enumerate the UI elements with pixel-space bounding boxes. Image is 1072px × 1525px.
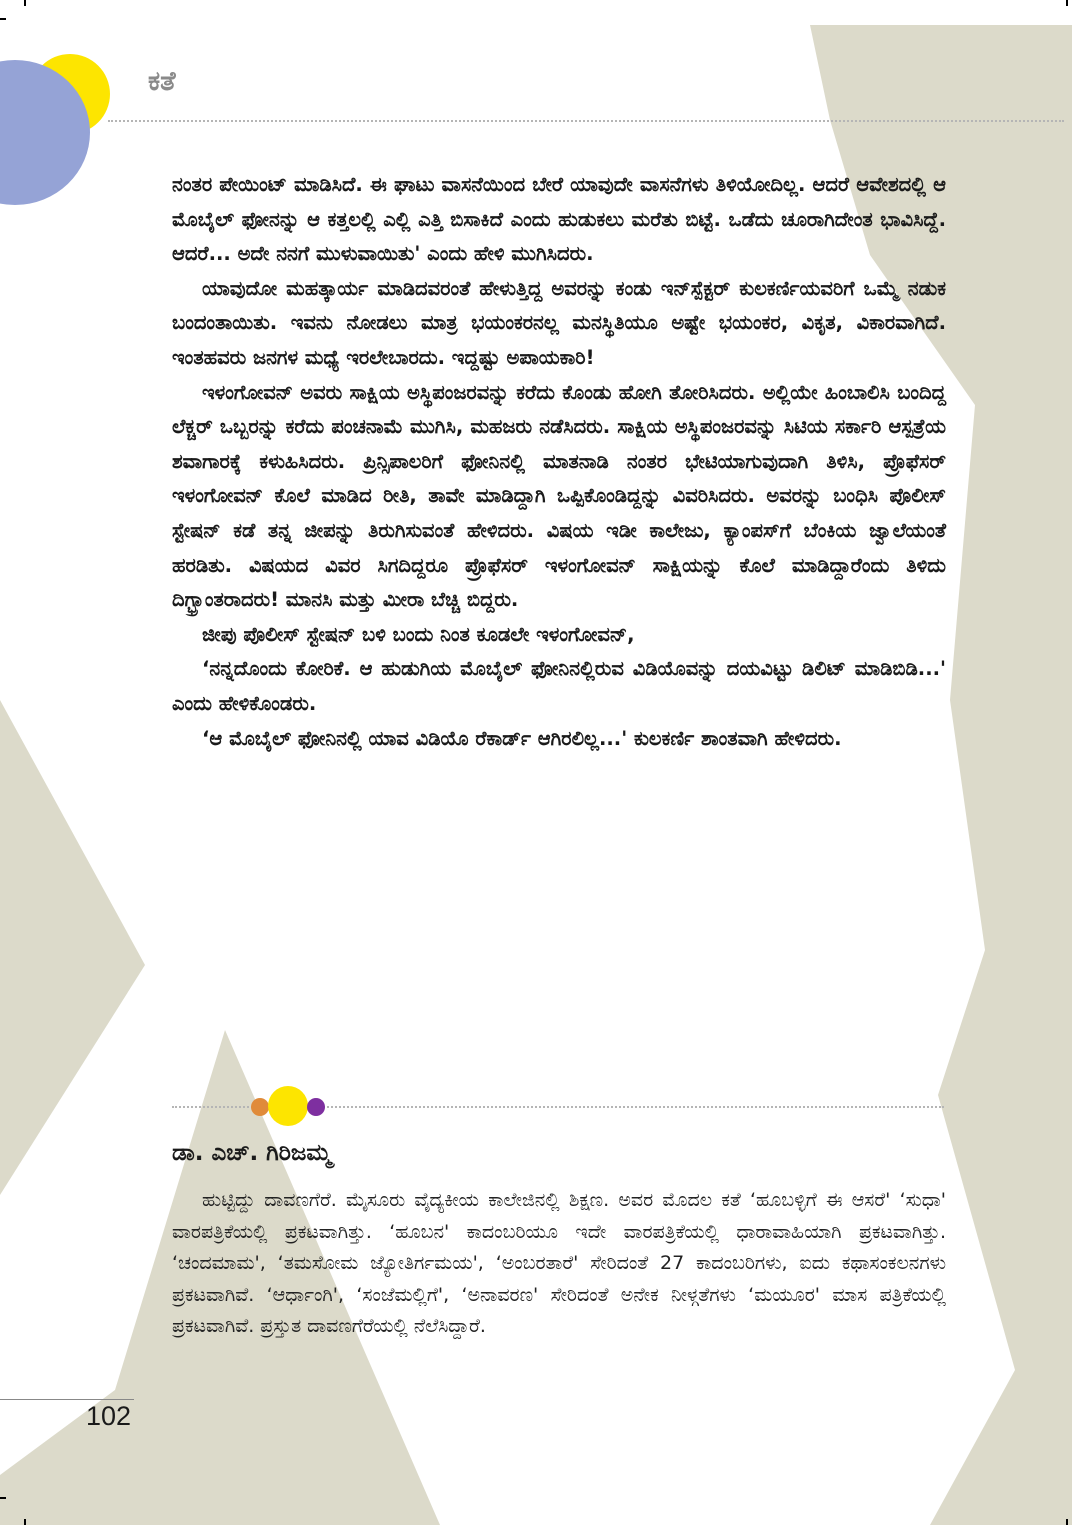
crop-mark	[24, 0, 26, 6]
left-background-shape	[0, 700, 145, 1195]
story-paragraph: ಯಾವುದೋ ಮಹತ್ಕಾರ್ಯ ಮಾಡಿದವರಂತೆ ಹೇಳುತ್ತಿದ್ದ ಅವರನ್ನು ಕಂಡು ಇನ್‌ಸ್ಪೆಕ್ಟರ್ ಕುಲಕರ್ಣಿಯವರಿಗೆ ಒಮ್ಮೆ ನಡುಕ ಬಂದಂತಾಯಿತು. ಇವನು ನೋಡಲು ಮಾತ್ರ ಭಯಂಕರನಲ್ಲ ಮನಸ್ಥಿತಿಯೂ ಅಷ್ಟೇ ಭಯಂಕರ, ವಿಕೃತ, ವಿಕಾರವಾಗಿದೆ. ಇಂತಹವರು ಜನಗಳ ಮಧ್ಯೆ ಇರಲೇಬಾರದು. ಇದ್ದಷ್ಟು ಅಪಾಯಕಾರಿ!	[172, 276, 946, 369]
page-number: 102	[86, 1401, 132, 1431]
page-number-rule	[0, 1399, 134, 1400]
divider-purple-dot	[307, 1098, 325, 1116]
section-title: ಕತೆ	[148, 66, 176, 97]
story-body	[172, 168, 946, 756]
header-dotted-divider	[108, 120, 1064, 122]
divider-yellow-dot	[268, 1086, 308, 1126]
author-name: ಡಾ. ಎಚ್. ಗಿರಿಜಮ್ಮ	[172, 1140, 332, 1166]
divider-orange-dot	[251, 1098, 269, 1116]
crop-mark	[1066, 0, 1068, 6]
story-paragraph: ‘ಆ ಮೊಬೈಲ್ ಫೋನಿನಲ್ಲಿ ಯಾವ ವಿಡಿಯೊ ರೆಕಾರ್ಡ್ ಆಗಿರಲಿಲ್ಲ...' ಕುಲಕರ್ಣಿ ಶಾಂತವಾಗಿ ಹೇಳಿದರು.	[202, 726, 842, 750]
story-paragraph: ‘ನನ್ನದೊಂದು ಕೋರಿಕೆ. ಆ ಹುಡುಗಿಯ ಮೊಬೈಲ್ ಫೋನಿನಲ್ಲಿರುವ ವಿಡಿಯೊವನ್ನು ದಯವಿಟ್ಟು ಡಿಲಿಟ್ ಮಾಡಿಬಿಡಿ...' ಎಂದು ಹೇಳಿಕೊಂಡರು.	[172, 657, 946, 715]
author-bio: ಹುಟ್ಟಿದ್ದು ದಾವಣಗೆರೆ. ಮೈಸೂರು ವೈದ್ಯಕೀಯ ಕಾಲೇಜಿನಲ್ಲಿ ಶಿಕ್ಷಣ. ಅವರ ಮೊದಲ ಕತೆ ‘ಹೂಬಳ್ಳಿಗೆ ಈ ಆಸರೆ' ‘ಸುಧಾ' ವಾರಪತ್ರಿಕೆಯಲ್ಲಿ ಪ್ರಕಟವಾಗಿತ್ತು. ‘ಹೂಬನ' ಕಾದಂಬರಿಯೂ ಇದೇ ವಾರಪತ್ರಿಕೆಯಲ್ಲಿ ಧಾರಾವಾಹಿಯಾಗಿ ಪ್ರಕಟವಾಗಿತ್ತು. ‘ಚಂದಮಾಮ', ‘ತಮಸೋಮ ಜ್ಯೋತಿರ್ಗಮಯ', ‘ಅಂಬರತಾರೆ' ಸೇರಿದಂತೆ 27 ಕಾದಂಬರಿಗಳು, ಐದು ಕಥಾಸಂಕಲನಗಳು ಪ್ರಕಟವಾಗಿವೆ. ‘ಆರ್ಧಾಂಗಿ', ‘ಸಂಜೆಮಲ್ಲಿಗೆ', ‘ಅನಾವರಣ' ಸೇರಿದಂತೆ ಅನೇಕ ನೀಳ್ಗತೆಗಳು ‘ಮಯೂರ' ಮಾಸ ಪತ್ರಿಕೆಯಲ್ಲಿ ಪ್ರಕಟವಾಗಿವೆ. ಪ್ರಸ್ತುತ ದಾವಣಗೆರೆಯಲ್ಲಿ ನೆಲೆಸಿದ್ದಾರೆ.	[172, 1189, 946, 1338]
crop-mark	[0, 1497, 6, 1499]
crop-mark	[24, 1519, 26, 1525]
story-paragraph: ಇಳಂಗೋವನ್ ಅವರು ಸಾಕ್ಷಿಯ ಅಸ್ಥಿಪಂಜರವನ್ನು ಕರೆದು ಕೊಂಡು ಹೋಗಿ ತೋರಿಸಿದರು. ಅಲ್ಲಿಯೇ ಹಿಂಬಾಲಿಸಿ ಬಂದಿದ್ದ ಲೆಕ್ಚರ್ ಒಬ್ಬರನ್ನು ಕರೆದು ಪಂಚನಾಮೆ ಮುಗಿಸಿ, ಮಹಜರು ನಡೆಸಿದರು. ಸಾಕ್ಷಿಯ ಅಸ್ಥಿಪಂಜರವನ್ನು ಸಿಟಿಯ ಸರ್ಕಾರಿ ಆಸ್ಪತ್ರೆಯ ಶವಾಗಾರಕ್ಕೆ ಕಳುಹಿಸಿದರು. ಪ್ರಿನ್ಸಿಪಾಲರಿಗೆ ಫೋನಿನಲ್ಲಿ ಮಾತನಾಡಿ ನಂತರ ಭೇಟಿಯಾಗುವುದಾಗಿ ತಿಳಿಸಿ, ಪ್ರೊಫೆಸರ್ ಇಳಂಗೋವನ್ ಕೊಲೆ ಮಾಡಿದ ರೀತಿ, ತಾವೇ ಮಾಡಿದ್ದಾಗಿ ಒಪ್ಪಿಕೊಂಡಿದ್ದನ್ನು ವಿವರಿಸಿದರು. ಅವರನ್ನು ಬಂಧಿಸಿ ಪೊಲೀಸ್ ಸ್ಟೇಷನ್ ಕಡೆ ತನ್ನ ಜೀಪನ್ನು ತಿರುಗಿಸುವಂತೆ ಹೇಳಿದರು. ವಿಷಯ ಇಡೀ ಕಾಲೇಜು, ಕ್ಯಾಂಪಸ್‌ಗೆ ಬೆಂಕಿಯ ಜ್ವಾಲೆಯಂತೆ ಹರಡಿತು. ವಿಷಯದ ವಿವರ ಸಿಗದಿದ್ದರೂ ಪ್ರೊಫೆಸರ್ ಇಳಂಗೋವನ್ ಸಾಕ್ಷಿಯನ್ನು ಕೊಲೆ ಮಾಡಿದ್ದಾರೆಂದು ತಿಳಿದು ದಿಗ್ಭ್ರಾಂತರಾದರು! ಮಾನಸಿ ಮತ್ತು ಮೀರಾ ಬೆಚ್ಚಿ ಬಿದ್ದರು.	[172, 380, 946, 612]
crop-mark	[0, 18, 6, 20]
story-paragraph: ಜೀಪು ಪೊಲೀಸ್ ಸ್ಟೇಷನ್ ಬಳಿ ಬಂದು ನಿಂತ ಕೂಡಲೇ ಇಳಂಗೋವನ್,	[202, 622, 635, 646]
story-paragraph: ನಂತರ ಪೇಯಿಂಟ್ ಮಾಡಿಸಿದೆ. ಈ ಘಾಟು ವಾಸನೆಯಿಂದ ಬೇರೆ ಯಾವುದೇ ವಾಸನೆಗಳು ತಿಳಿಯೋದಿಲ್ಲ. ಆದರೆ ಆವೇಶದಲ್ಲಿ ಆ ಮೊಬೈಲ್ ಫೋನನ್ನು ಆ ಕತ್ತಲಲ್ಲಿ ಎಲ್ಲಿ ಎತ್ತಿ ಬಿಸಾಕಿದೆ ಎಂದು ಹುಡುಕಲು ಮರೆತು ಬಿಟ್ಟೆ. ಒಡೆದು ಚೂರಾಗಿದೇಂತ ಭಾವಿಸಿದ್ದೆ. ಆದರೆ... ಅದೇ ನನಗೆ ಮುಳುವಾಯಿತು' ಎಂದು ಹೇಳಿ ಮುಗಿಸಿದರು.	[172, 173, 946, 266]
crop-mark	[1066, 1519, 1068, 1525]
